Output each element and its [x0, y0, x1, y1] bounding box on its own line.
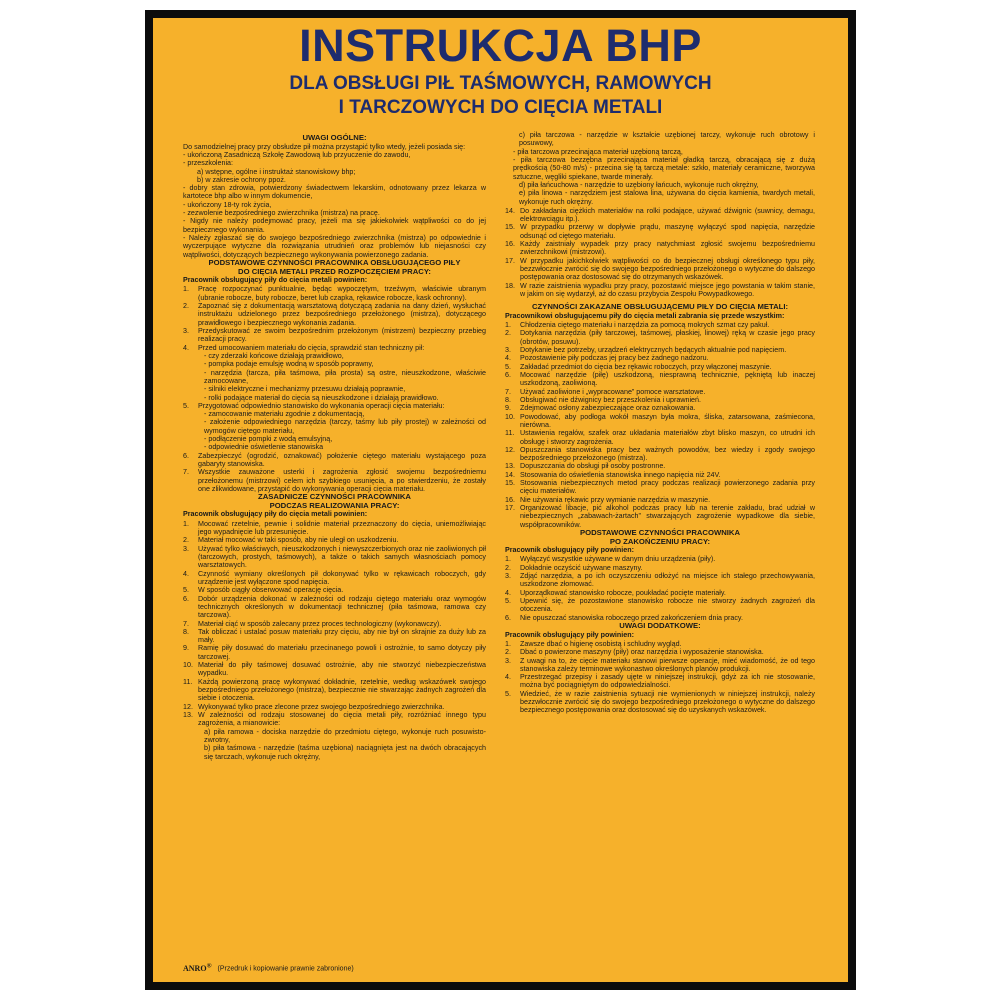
- text-line: c) piła tarczowa - narzędzie w kształcie uzębionej tarczy, wykonuje ruch obrotowy i posuwowy,: [519, 131, 815, 148]
- list-item: [505, 471, 815, 479]
- item-text: Tak obliczać i ustalać posuw materiału przy cięciu, aby nie był on skrajnie za duży lub za mały.: [198, 627, 486, 645]
- list-item: [183, 644, 486, 661]
- list-item: [183, 595, 486, 620]
- item-number: 4.: [505, 673, 511, 682]
- list-item: [183, 628, 486, 645]
- item-text: Zawsze dbać o higienę osobistą i schludny wygląd.: [520, 639, 682, 648]
- item-text: Przedyskutować ze swoim bezpośrednim przełożonym (mistrzem) bezpieczny przebieg realizacji pracy.: [198, 327, 486, 344]
- item-text: Przygotować odpowiednio stanowisko do wykonania operacji cięcia materiału:: [198, 401, 445, 410]
- during-list-continued: [505, 207, 815, 298]
- list-item: [183, 661, 486, 678]
- list-item: [183, 586, 486, 594]
- item-number: 5.: [505, 689, 511, 698]
- item-number: 2.: [505, 329, 511, 338]
- item-number: 13.: [183, 710, 193, 719]
- text-line: - ukończony 18-ty rok życia,: [183, 200, 272, 209]
- after-lead: Pracownik obsługujący piły powinien:: [505, 546, 634, 555]
- list-item: [183, 620, 486, 628]
- item-number: 2.: [183, 302, 189, 311]
- list-item: [183, 520, 486, 537]
- item-subline: - zamocowanie materiału zgodnie z dokumentacją,: [204, 410, 365, 419]
- item-text: Używać tylko właściwych, nieuszkodzonych i niewyszczerbionych oraz nie zaoliwionych pił (tarczowych, prostych, taśmowych), a także o takich samych własnościach pomocy warsztatowych.: [198, 544, 486, 570]
- list-item: [183, 302, 486, 327]
- item-number: 12.: [505, 445, 515, 454]
- item-text: Obsługiwać nie dźwignicy bez przeszkolenia i uprawnień.: [520, 395, 701, 404]
- text-line: - zezwolenie bezpośredniego zwierzchnika (mistrza) na pracę.: [183, 209, 380, 218]
- sign-subtitle-line-1: DLA OBSŁUGI PIŁ TAŚMOWYCH, RAMOWYCH: [289, 73, 712, 94]
- extra-list: [505, 640, 815, 715]
- item-number: 16.: [505, 240, 515, 249]
- sign-subtitle-line-2: I TARCZOWYCH DO CIĘCIA METALI: [338, 97, 663, 118]
- anro-logo: [183, 964, 212, 973]
- list-item: [505, 640, 815, 648]
- right-column: [505, 131, 815, 715]
- item-number: 18.: [505, 281, 515, 290]
- item-number: 10.: [183, 661, 193, 670]
- item-text: Używać zaoliwione i „wypracowane” pomoce warsztatowe.: [520, 387, 706, 396]
- item-text: Dopuszczania do obsługi pił osoby postronne.: [520, 462, 666, 471]
- after-heading-2: PO ZAKOŃCZENIU PRACY:: [609, 536, 711, 546]
- during-lead: Pracownik obsługujący piły do cięcia metali powinien:: [183, 510, 368, 519]
- list-item: [505, 346, 815, 354]
- item-number: 7.: [505, 387, 511, 396]
- before-list: [183, 285, 486, 493]
- item-text: Zdejmować osłony zabezpieczające oraz oznakowania.: [520, 404, 696, 413]
- list-item: [183, 678, 486, 703]
- item-subline: - czy zderzaki końcowe działają prawidłowo,: [204, 351, 344, 360]
- list-item: [505, 429, 815, 446]
- list-item: [505, 396, 815, 404]
- list-item: [505, 673, 815, 690]
- item-number: 3.: [505, 572, 511, 581]
- list-item: [183, 711, 486, 761]
- item-text: Każdą powierzoną pracę wykonywać dokładnie, rzetelnie, według wskazówek swojego bezpośredniego przełożonego (mistrza), bezpiecznie nie stwarzając żadnych zagrożeń dla siebie i otoczenia.: [198, 677, 486, 703]
- item-text: Zdjąć narzędzia, a po ich oczyszczeniu odłożyć na miejsce ich stałego przechowywania, uszkodzone złomować.: [520, 572, 815, 589]
- item-number: 9.: [505, 404, 511, 413]
- item-number: 2.: [505, 563, 511, 572]
- item-text: W sposób ciągły obserwować operację cięcia.: [198, 586, 344, 595]
- list-item: [183, 703, 486, 711]
- list-item: [505, 354, 815, 362]
- item-number: 1.: [505, 321, 511, 330]
- item-text: Dbać o powierzone maszyny (piły) oraz narzędzia i wyposażenie stanowiska.: [520, 648, 764, 657]
- item-number: 2.: [505, 648, 511, 657]
- item-number: 4.: [505, 354, 511, 363]
- item-number: 6.: [183, 594, 189, 603]
- text-line: - Należy zgłaszać się do swojego bezpośredniego zwierzchnika (mistrza) po odpowiednie i wyczerpujące wytyczne dla rozwiązania utrudnień oraz problemów lub niejasności czy wątpliwości, dotyczących bezpiecznego wykonywania powierzonego zadania.: [183, 234, 486, 259]
- item-text: Czynność wymiany określonych pił dokonywać tylko w rękawicach roboczych, gdy urządzenie jest wyłączone spod napięcia.: [198, 569, 486, 586]
- item-text: Wszystkie zauważone usterki i zagrożenia zgłosić swojemu bezpośredniemu przełożonemu (mistrzowi) celem ich szybkiego usunięcia, a po stwierdzeniu, że zostały one zlikwidowane, przystąpić do wykonywania operacji cięcia materiału.: [198, 468, 486, 493]
- item-text: Materiał ciąć w sposób zalecany przez proces technologiczny (wykonawczy).: [198, 619, 442, 628]
- item-text: Dokładnie oczyścić używane maszyny.: [520, 563, 643, 572]
- item-number: 3.: [505, 346, 511, 355]
- item-text: Materiał do piły taśmowej dosuwać ostrożnie, aby nie stworzyć niebezpieczeństwa wypadku.: [198, 661, 486, 678]
- list-item: [183, 570, 486, 587]
- item-number: 5.: [183, 401, 189, 410]
- item-number: 5.: [505, 362, 511, 371]
- sign-header: [153, 18, 848, 120]
- item-number: 4.: [505, 588, 511, 597]
- list-item: [183, 344, 486, 402]
- item-text: Wiedzieć, że w razie zaistnienia sytuacji nie wymienionych w niniejszej instrukcji, należy bezzwłocznie zwrócić się do swojego bezpośredniego przełożonego o wytyczne do dalszego bezpiecznego postępowania oraz dostosować się do uzyskanych wskazówek.: [520, 689, 815, 715]
- extra-lead: Pracownik obsługujący piły powinien:: [505, 630, 634, 639]
- text-line: b) w zakresie ochrony ppoż.: [197, 175, 286, 184]
- item-number: 1.: [183, 285, 189, 294]
- list-item: [505, 555, 815, 563]
- text-line: - piła tarczowa bezzębna przecinająca materiał gładką tarczą, obracającą się z dużą prędkością (50-80 m/s) - przecina się tą tarczą metale: szkło, materiały ceramiczne, tworzywa sztuczne, węgliki spiekane, twarde minerały.: [513, 155, 815, 181]
- list-item: [505, 564, 815, 572]
- list-item: [505, 496, 815, 504]
- item-number: 9.: [183, 644, 189, 653]
- forbidden-heading: CZYNNOŚCI ZAKAZANE OBSŁUGUJĄCEMU PIŁY DO CIĘCIA METALI:: [531, 302, 789, 312]
- list-item: [505, 589, 815, 597]
- item-text: W zależności od rodzaju stosowanej do cięcia metali piły, rozróżniać innego typu zagrożenia, a mianowicie:: [198, 710, 486, 728]
- item-number: 7.: [183, 619, 189, 628]
- before-lead: Pracownik obsługujący piły do cięcia metali powinien:: [183, 276, 368, 285]
- before-heading-1: PODSTAWOWE CZYNNOŚCI PRACOWNIKA OBSŁUGUJĄCEGO PIŁY: [208, 257, 461, 267]
- list-item: [505, 329, 815, 346]
- text-line: d) piła łańcuchowa - narzędzie to uzębiony łańcuch, wykonuje ruch okrężny,: [519, 180, 759, 189]
- item-subline: - narzędzia (tarcza, piła taśmowa, piła prosta) są ostre, nieuszkodzone, właściwie zamocowane,: [204, 368, 486, 385]
- item-number: 1.: [505, 555, 511, 564]
- forbidden-list: [505, 321, 815, 529]
- forbidden-lead: Pracownikowi obsługującemu piły do cięcia metali zabrania się przede wszystkim:: [505, 311, 785, 320]
- list-item: [505, 223, 815, 240]
- item-number: 15.: [505, 479, 515, 488]
- copyright-note: (Przedruk i kopiowanie prawnie zabronione): [217, 965, 354, 973]
- item-number: 5.: [183, 586, 189, 595]
- item-subline: - podłączenie pompki z wodą emulsyjną,: [204, 435, 333, 444]
- item-text: Stosowania do oświetlenia stanowiska innego napięcia niż 24V.: [520, 470, 721, 479]
- list-item: [505, 572, 815, 589]
- list-item: [505, 371, 815, 388]
- item-number: 13.: [505, 462, 515, 471]
- list-item: [505, 282, 815, 299]
- text-line: a) wstępne, ogólne i instruktaż stanowiskowy bhp;: [197, 167, 356, 176]
- item-number: 17.: [505, 504, 515, 513]
- list-item: [505, 648, 815, 656]
- item-number: 8.: [505, 395, 511, 404]
- list-item: [505, 240, 815, 257]
- list-item: [505, 690, 815, 715]
- safety-instruction-sign: [153, 18, 848, 982]
- item-text: Zapoznać się z dokumentacją warsztatową dotyczącą zadania na dany dzień, wysłuchać instruktażu udzielonego przez bezpośredniego przełożonego (mistrza), dotyczącego prawidłowego i bezpiecznego wykonania zadania.: [198, 302, 486, 327]
- sign-title: INSTRUKCJA BHP: [299, 20, 702, 71]
- item-text: Organizować libacje, pić alkohol podczas pracy lub na terenie zakładu, brać udział w niebezpiecznych „zabawach-żartach” stwarzających zagrożenie wypadkowe dla siebie, współpracowników.: [520, 504, 815, 529]
- item-text: Zabezpieczyć (ogrodzić, oznakować) położenie ciętego materiału wystającego poza gabaryty stanowiska.: [198, 451, 486, 469]
- item-text: W przypadku przerwy w dopływie prądu, maszynę wyłączyć spod napięcia, narzędzie odsunąć od ciętego materiału.: [520, 223, 815, 240]
- item-text: Dotykania narzędzia (piły tarczowej, taśmowej, płaskiej, linowej) ręką w czasie jego pracy (obrotów, posuwu).: [520, 329, 815, 346]
- list-item: [183, 285, 486, 302]
- list-item: [505, 388, 815, 396]
- item-text: Ustawienia regałów, szafek oraz układania materiałów zbyt blisko maszyn, co utrudni ich obsługę i stworzy zagrożenia.: [520, 429, 815, 446]
- item-text: W razie zaistnienia wypadku przy pracy, pozostawić miejsce jego powstania w takim stanie, w jakim on się wydarzył, aż do czasu przybycia Zespołu Powypadkowego.: [520, 281, 815, 298]
- list-item: [505, 504, 815, 529]
- sign-footer: [183, 962, 354, 973]
- item-text: Pozostawienie piły podczas jej pracy bez żadnego nadzoru.: [520, 354, 709, 363]
- text-line: - dobry stan zdrowia, potwierdzony świadectwem lekarskim, odnotowany przez lekarza w kartotece bhp albo w innym dokumencie,: [183, 184, 486, 201]
- item-number: 11.: [183, 677, 193, 686]
- saw-types-lines: [505, 131, 815, 206]
- anro-logo-text: ANRO: [183, 963, 207, 973]
- item-number: 8.: [183, 627, 189, 636]
- list-item: [505, 446, 815, 463]
- item-number: 7.: [183, 468, 189, 477]
- item-text: Chłodzenia ciętego materiału i narzędzia za pomocą mokrych szmat czy pakuł.: [520, 321, 770, 330]
- item-number: 3.: [505, 656, 511, 665]
- item-text: Do zakładania ciężkich materiałów na rolki podające, używać dźwignic (suwnicy, demagu, elektrowciągu itp.).: [520, 206, 815, 224]
- text-line: - piła tarczowa przecinająca materiał uzębioną tarczą,: [513, 147, 683, 156]
- list-item: [183, 402, 486, 452]
- left-column: [183, 134, 486, 761]
- item-text: W przypadku jakichkolwiek wątpliwości co do bezpiecznej obsługi określonego typu piły, bezzwłocznie zwrócić się do swojego bezpośredniego przełożonego o wytyczne do dalszego postępowania oraz dostosować się do otrzymanych wskazówek.: [520, 256, 815, 282]
- registered-mark: ®: [206, 962, 212, 969]
- text-line: e) piła linowa - narzędziem jest stalowa lina, używana do cięcia kamienia, twardych metali, wykonuje ruch okrężny.: [519, 189, 815, 206]
- item-number: 4.: [183, 343, 189, 352]
- general-lines: [183, 151, 486, 259]
- item-number: 6.: [505, 371, 511, 380]
- item-number: 16.: [505, 495, 515, 504]
- item-number: 1.: [505, 639, 511, 648]
- item-number: 2.: [183, 536, 189, 545]
- list-item: [505, 363, 815, 371]
- item-subline: - pompka podaje emulsję wodną w sposób poprawny,: [204, 360, 374, 369]
- item-number: 14.: [505, 470, 515, 479]
- item-text: Mocować rzetelnie, pewnie i solidnie materiał przeznaczony do cięcia, uniemożliwiając jego wypadnięcie lub przesunięcie.: [198, 519, 486, 537]
- item-text: Powodować, aby podłoga wokół maszyn była mokra, śliska, zatarsowana, zaśmiecona, nierówna.: [520, 412, 815, 429]
- item-number: 5.: [505, 597, 511, 606]
- list-item: [183, 452, 486, 469]
- item-text: Zakładać przedmiot do cięcia bez rękawic roboczych, przy włączonej maszynie.: [520, 362, 772, 371]
- item-number: 11.: [505, 429, 515, 438]
- item-number: 6.: [183, 451, 189, 460]
- item-text: Wyłączyć wszystkie używane w danym dniu urządzenia (piły).: [520, 555, 716, 564]
- item-text: Nie używania rękawic przy wymianie narzędzia w maszynie.: [520, 495, 711, 504]
- item-number: 10.: [505, 412, 515, 421]
- list-item: [505, 404, 815, 412]
- general-intro: Do samodzielnej pracy przy obsłudze pił można przystąpić tylko wtedy, jeżeli posiada się:: [183, 142, 466, 151]
- item-number: 12.: [183, 702, 193, 711]
- item-number: 6.: [505, 613, 511, 622]
- item-text: Dotykanie bez potrzeby, urządzeń elektrycznych będących aktualnie pod napięciem.: [520, 346, 787, 355]
- extra-heading: UWAGI DODATKOWE:: [619, 620, 701, 630]
- list-item: [505, 321, 815, 329]
- list-item: [505, 462, 815, 470]
- list-item: [505, 597, 815, 614]
- text-line: - ukończoną Zasadniczą Szkołę Zawodową lub przyuczenie do zawodu,: [183, 150, 411, 159]
- item-text: Nie opuszczać stanowiska roboczego przed zakończeniem dnia pracy.: [520, 613, 743, 622]
- text-line: - przeszkolenia:: [183, 159, 234, 168]
- item-text: Stosowania niebezpiecznych metod pracy podczas realizacji powierzonego zadania przy cięciu materiałów.: [520, 479, 815, 496]
- item-subline: - odpowiednie oświetlenie stanowiska: [204, 443, 324, 452]
- item-number: 4.: [183, 569, 189, 578]
- item-subline: a) piła ramowa - dociska narzędzie do przedmiotu ciętego, wykonuje ruch posuwisto-zwrotny,: [204, 727, 486, 744]
- item-text: Każdy zaistniały wypadek przy pracy natychmiast zgłosić swojemu bezpośredniemu zwierzchnikowi (mistrzowi).: [520, 240, 815, 257]
- list-item: [505, 614, 815, 622]
- item-text: Pracę rozpoczynać punktualnie, będąc wypoczętym, trzeźwym, właściwie ubranym (ubranie robocze, buty robocze, beret lub czapka, rękawice robocze, kask ochronny).: [198, 285, 486, 302]
- item-subline: - rolki podające materiał do cięcia są nieuszkodzone i działają prawidłowo.: [204, 393, 439, 402]
- item-number: 3.: [183, 544, 189, 553]
- list-item: [183, 468, 486, 493]
- text-line: - Nigdy nie należy podejmować pracy, jeżeli ma się jakiekolwiek wątpliwości co do jej bezpiecznego wykonania.: [183, 217, 486, 234]
- item-subline: b) piła taśmowa - narzędzie (taśma uzębiona) naciągnięta jest na dwóch obracających się tarczach, wykonuje ruch okrężny,: [204, 744, 486, 761]
- item-text: Wykonywać tylko prace zlecone przez swojego bezpośredniego zwierzchnika.: [198, 702, 445, 711]
- item-text: Uporządkować stanowisko robocze, poukładać pocięte materiały.: [520, 588, 726, 597]
- item-text: Ramię piły dosuwać do materiału przecinanego powoli i ostrożnie, to samo dotyczy piły tarczowej.: [198, 644, 486, 661]
- item-text: Dobór urządzenia dokonać w zależności od rodzaju ciętego materiału oraz wymogów technicznych określonych w dokumentacji technicznej (piła taśmowa, ramowa czy tarczowa).: [198, 594, 486, 620]
- item-text: Z uwagi na to, że cięcie materiału stanowi pierwsze operacje, mieć wiadomość, że od tego stanowiska zależy terminowe wykonastwo określonych planów produkcji.: [520, 656, 815, 673]
- item-subline: - silniki elektryczne i mechanizmy przesuwu działają poprawnie,: [204, 385, 406, 394]
- list-item: [505, 257, 815, 282]
- after-list: [505, 555, 815, 622]
- list-item: [183, 327, 486, 344]
- during-list: [183, 520, 486, 761]
- item-number: 1.: [183, 519, 189, 528]
- item-number: 17.: [505, 256, 515, 265]
- item-number: 15.: [505, 223, 515, 232]
- list-item: [183, 545, 486, 570]
- before-heading-2: DO CIĘCIA METALI PRZED ROZPOCZĘCIEM PRACY:: [238, 266, 431, 276]
- during-heading-2: PODCZAS REALIZOWANIA PRACY:: [269, 500, 400, 510]
- item-text: Upewnić się, że pozostawione stanowisko robocze nie stworzy żadnych zagrożeń dla otoczenia.: [520, 597, 815, 614]
- list-item: [505, 479, 815, 496]
- item-text: Materiał mocować w taki sposób, aby nie uległ on uszkodzeniu.: [198, 536, 399, 545]
- item-text: Przestrzegać przepisy i zasady ujęte w niniejszej instrukcji, gdyż za ich nie stosowanie, można być pociągniętym do odpowiedzialności.: [520, 673, 815, 690]
- item-subline: - założenie odpowiedniego narzędzia (tarczy, taśmy lub piły prostej) w zależności od wymogów ciętego materiału,: [204, 418, 486, 435]
- item-text: Opuszczania stanowiska pracy bez ważnych powodów, bez wiedzy i zgody swojego bezpośredniego przełożonego (mistrza).: [520, 445, 815, 463]
- general-heading: UWAGI OGÓLNE:: [302, 133, 367, 142]
- item-number: 14.: [505, 206, 515, 215]
- list-item: [505, 657, 815, 674]
- after-heading-1: PODSTAWOWE CZYNNOŚCI PRACOWNIKA: [579, 527, 740, 537]
- list-item: [505, 207, 815, 224]
- list-item: [183, 536, 486, 544]
- item-text: Mocować narzędzie (piłę) uszkodzoną, niesprawną technicznie, pękniętą lub inaczej uszkodzoną, zaoliwioną.: [520, 371, 815, 388]
- item-text: Przed umocowaniem materiału do cięcia, sprawdzić stan techniczny pił:: [198, 343, 425, 352]
- list-item: [505, 413, 815, 430]
- during-heading-1: ZASADNICZE CZYNNOŚCI PRACOWNIKA: [258, 492, 411, 502]
- item-number: 3.: [183, 327, 189, 336]
